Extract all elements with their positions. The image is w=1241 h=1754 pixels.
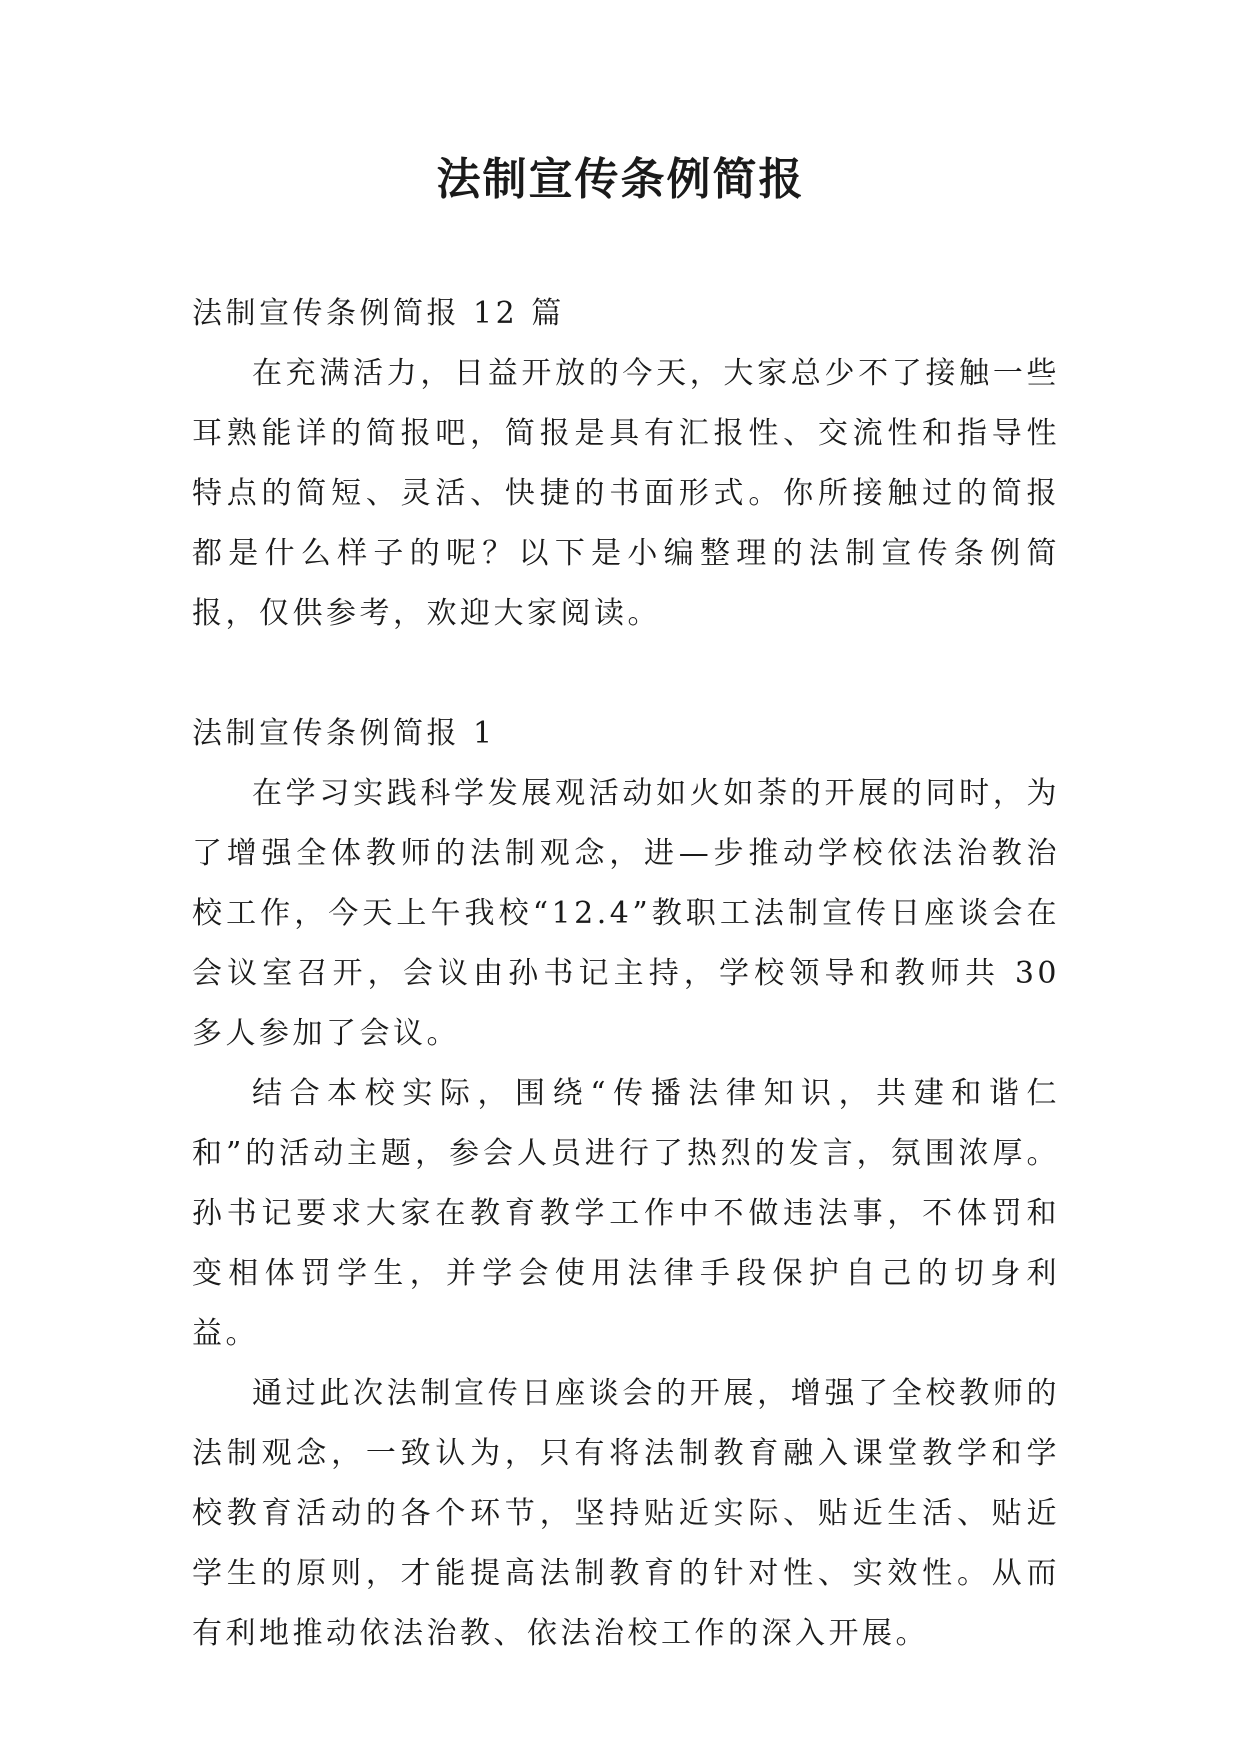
body-paragraph: 结合本校实际，围绕“传播法律知识，共建和谐仁和”的活动主题，参会人员进行了热烈的发言，氛围浓厚。孙书记要求大家在教育教学工作中不做违法事，不体罚和变相体罚学生，并学会使用法律手段保护自己的切身利益。 [192, 1076, 1060, 1351]
document-subtitle: 法制宣传条例简报 12 篇 [192, 296, 565, 331]
body-paragraph: 在学习实践科学发展观活动如火如荼的开展的同时，为了增强全体教师的法制观念，进—步推动学校依法治教治校工作，今天上午我校“12.4”教职工法制宣传日座谈会在会议室召开，会议由孙书记主持，学校领导和教师共 30 多人参加了会议。 [192, 776, 1060, 1051]
document-title: 法制宣传条例简报 [436, 154, 805, 205]
body-paragraph: 通过此次法制宣传日座谈会的开展，增强了全校教师的法制观念，一致认为，只有将法制教育融入课堂教学和学校教育活动的各个环节，坚持贴近实际、贴近生活、贴近学生的原则，才能提高法制教育的针对性、实效性。从而有利地推动依法治教、依法治校工作的深入开展。 [192, 1376, 1060, 1651]
section-heading: 法制宣传条例简报 1 [192, 716, 496, 751]
intro-paragraph: 在充满活力，日益开放的今天，大家总少不了接触一些耳熟能详的简报吧，简报是具有汇报性、交流性和指导性特点的简短、灵活、快捷的书面形式。你所接触过的简报都是什么样子的呢？以下是小编整理的法制宣传条例简报，仅供参考，欢迎大家阅读。 [192, 356, 1060, 631]
document-body [192, 284, 1060, 1664]
section-spacer [192, 644, 1060, 704]
